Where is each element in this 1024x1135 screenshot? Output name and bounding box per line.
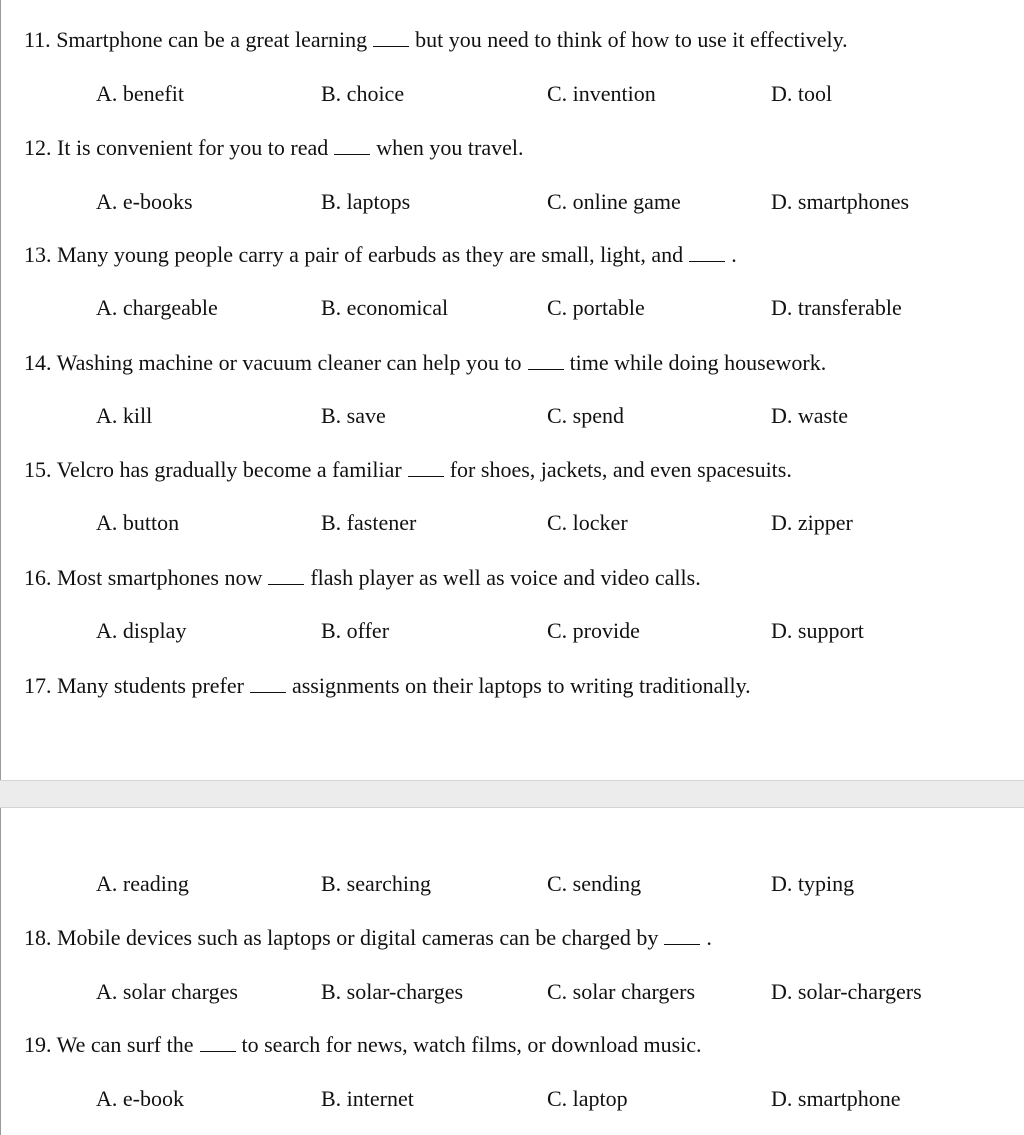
answer-blank <box>664 926 700 945</box>
question-19 <box>24 1030 702 1060</box>
option-a: A. chargeable <box>96 295 218 320</box>
question-17 <box>24 671 751 701</box>
question-number: 19. <box>24 1032 52 1057</box>
question-text-after: flash player as well as voice and video calls. <box>310 565 701 590</box>
option-a: A. e-books <box>96 189 193 214</box>
option-c: C. locker <box>547 510 628 535</box>
options-15 <box>96 508 996 538</box>
option-b: B. searching <box>321 871 431 896</box>
option-d: D. smartphone <box>771 1086 901 1111</box>
question-text-before: Most smartphones now <box>57 565 263 590</box>
question-number: 17. <box>24 673 52 698</box>
question-12 <box>24 133 524 163</box>
question-number: 14. <box>24 350 52 375</box>
option-d: D. solar-chargers <box>771 979 922 1004</box>
question-text-before: It is convenient for you to read <box>57 135 329 160</box>
question-text-after: but you need to think of how to use it effectively. <box>415 27 848 52</box>
option-b: B. internet <box>321 1086 414 1111</box>
page-break-gap <box>0 780 1024 808</box>
options-12 <box>96 187 996 217</box>
option-a: A. e-book <box>96 1086 184 1111</box>
answer-blank <box>528 351 564 370</box>
option-b: B. save <box>321 403 386 428</box>
question-text-before: Many young people carry a pair of earbuds as they are small, light, and <box>57 242 684 267</box>
question-text-before: Washing machine or vacuum cleaner can help you to <box>56 350 522 375</box>
option-d: D. support <box>771 618 864 643</box>
options-19 <box>96 1084 996 1114</box>
question-number: 12. <box>24 135 52 160</box>
option-a: A. solar charges <box>96 979 238 1004</box>
question-text-after: when you travel. <box>376 135 524 160</box>
question-text-after: . <box>706 925 712 950</box>
option-d: D. waste <box>771 403 848 428</box>
question-text-after: . <box>731 242 737 267</box>
answer-blank <box>373 28 409 47</box>
option-c: C. invention <box>547 81 656 106</box>
question-text-before: Smartphone can be a great learning <box>56 27 368 52</box>
question-number: 13. <box>24 242 52 267</box>
answer-blank <box>268 566 304 585</box>
options-17 <box>96 869 996 899</box>
answer-blank <box>334 136 370 155</box>
option-d: D. zipper <box>771 510 853 535</box>
question-number: 11. <box>24 27 51 52</box>
option-b: B. offer <box>321 618 390 643</box>
option-c: C. online game <box>547 189 681 214</box>
question-number: 18. <box>24 925 52 950</box>
option-a: A. reading <box>96 871 189 896</box>
options-11 <box>96 79 996 109</box>
question-13 <box>24 240 737 270</box>
option-a: A. display <box>96 618 187 643</box>
question-18 <box>24 923 712 953</box>
option-b: B. laptops <box>321 189 411 214</box>
options-16 <box>96 616 996 646</box>
option-d: D. smartphones <box>771 189 910 214</box>
option-a: A. kill <box>96 403 153 428</box>
question-number: 15. <box>24 457 52 482</box>
option-c: C. portable <box>547 295 645 320</box>
question-text-after: time while doing housework. <box>569 350 827 375</box>
options-14 <box>96 401 996 431</box>
option-b: B. economical <box>321 295 449 320</box>
option-b: B. fastener <box>321 510 417 535</box>
question-16 <box>24 563 701 593</box>
question-text-before: Many students prefer <box>57 673 244 698</box>
option-c: C. spend <box>547 403 624 428</box>
option-c: C. sending <box>547 871 642 896</box>
question-text-after: assignments on their laptops to writing traditionally. <box>291 673 751 698</box>
question-15 <box>24 455 792 485</box>
option-c: C. solar chargers <box>547 979 696 1004</box>
option-d: D. transferable <box>771 295 902 320</box>
answer-blank <box>200 1033 236 1052</box>
question-text-after: to search for news, watch films, or download music. <box>241 1032 702 1057</box>
option-b: B. choice <box>321 81 405 106</box>
options-18 <box>96 977 996 1007</box>
option-b: B. solar-charges <box>321 979 464 1004</box>
question-text-after: for shoes, jackets, and even spacesuits. <box>449 457 792 482</box>
option-a: A. benefit <box>96 81 184 106</box>
question-14 <box>24 348 826 378</box>
options-13 <box>96 293 996 323</box>
question-text-before: Velcro has gradually become a familiar <box>56 457 402 482</box>
option-a: A. button <box>96 510 180 535</box>
option-c: C. provide <box>547 618 640 643</box>
question-number: 16. <box>24 565 52 590</box>
answer-blank <box>250 674 286 693</box>
question-text-before: Mobile devices such as laptops or digital cameras can be charged by <box>57 925 659 950</box>
answer-blank <box>689 243 725 262</box>
option-c: C. laptop <box>547 1086 628 1111</box>
question-text-before: We can surf the <box>56 1032 194 1057</box>
option-d: D. tool <box>771 81 833 106</box>
option-d: D. typing <box>771 871 855 896</box>
question-11 <box>24 25 848 55</box>
answer-blank <box>408 458 444 477</box>
